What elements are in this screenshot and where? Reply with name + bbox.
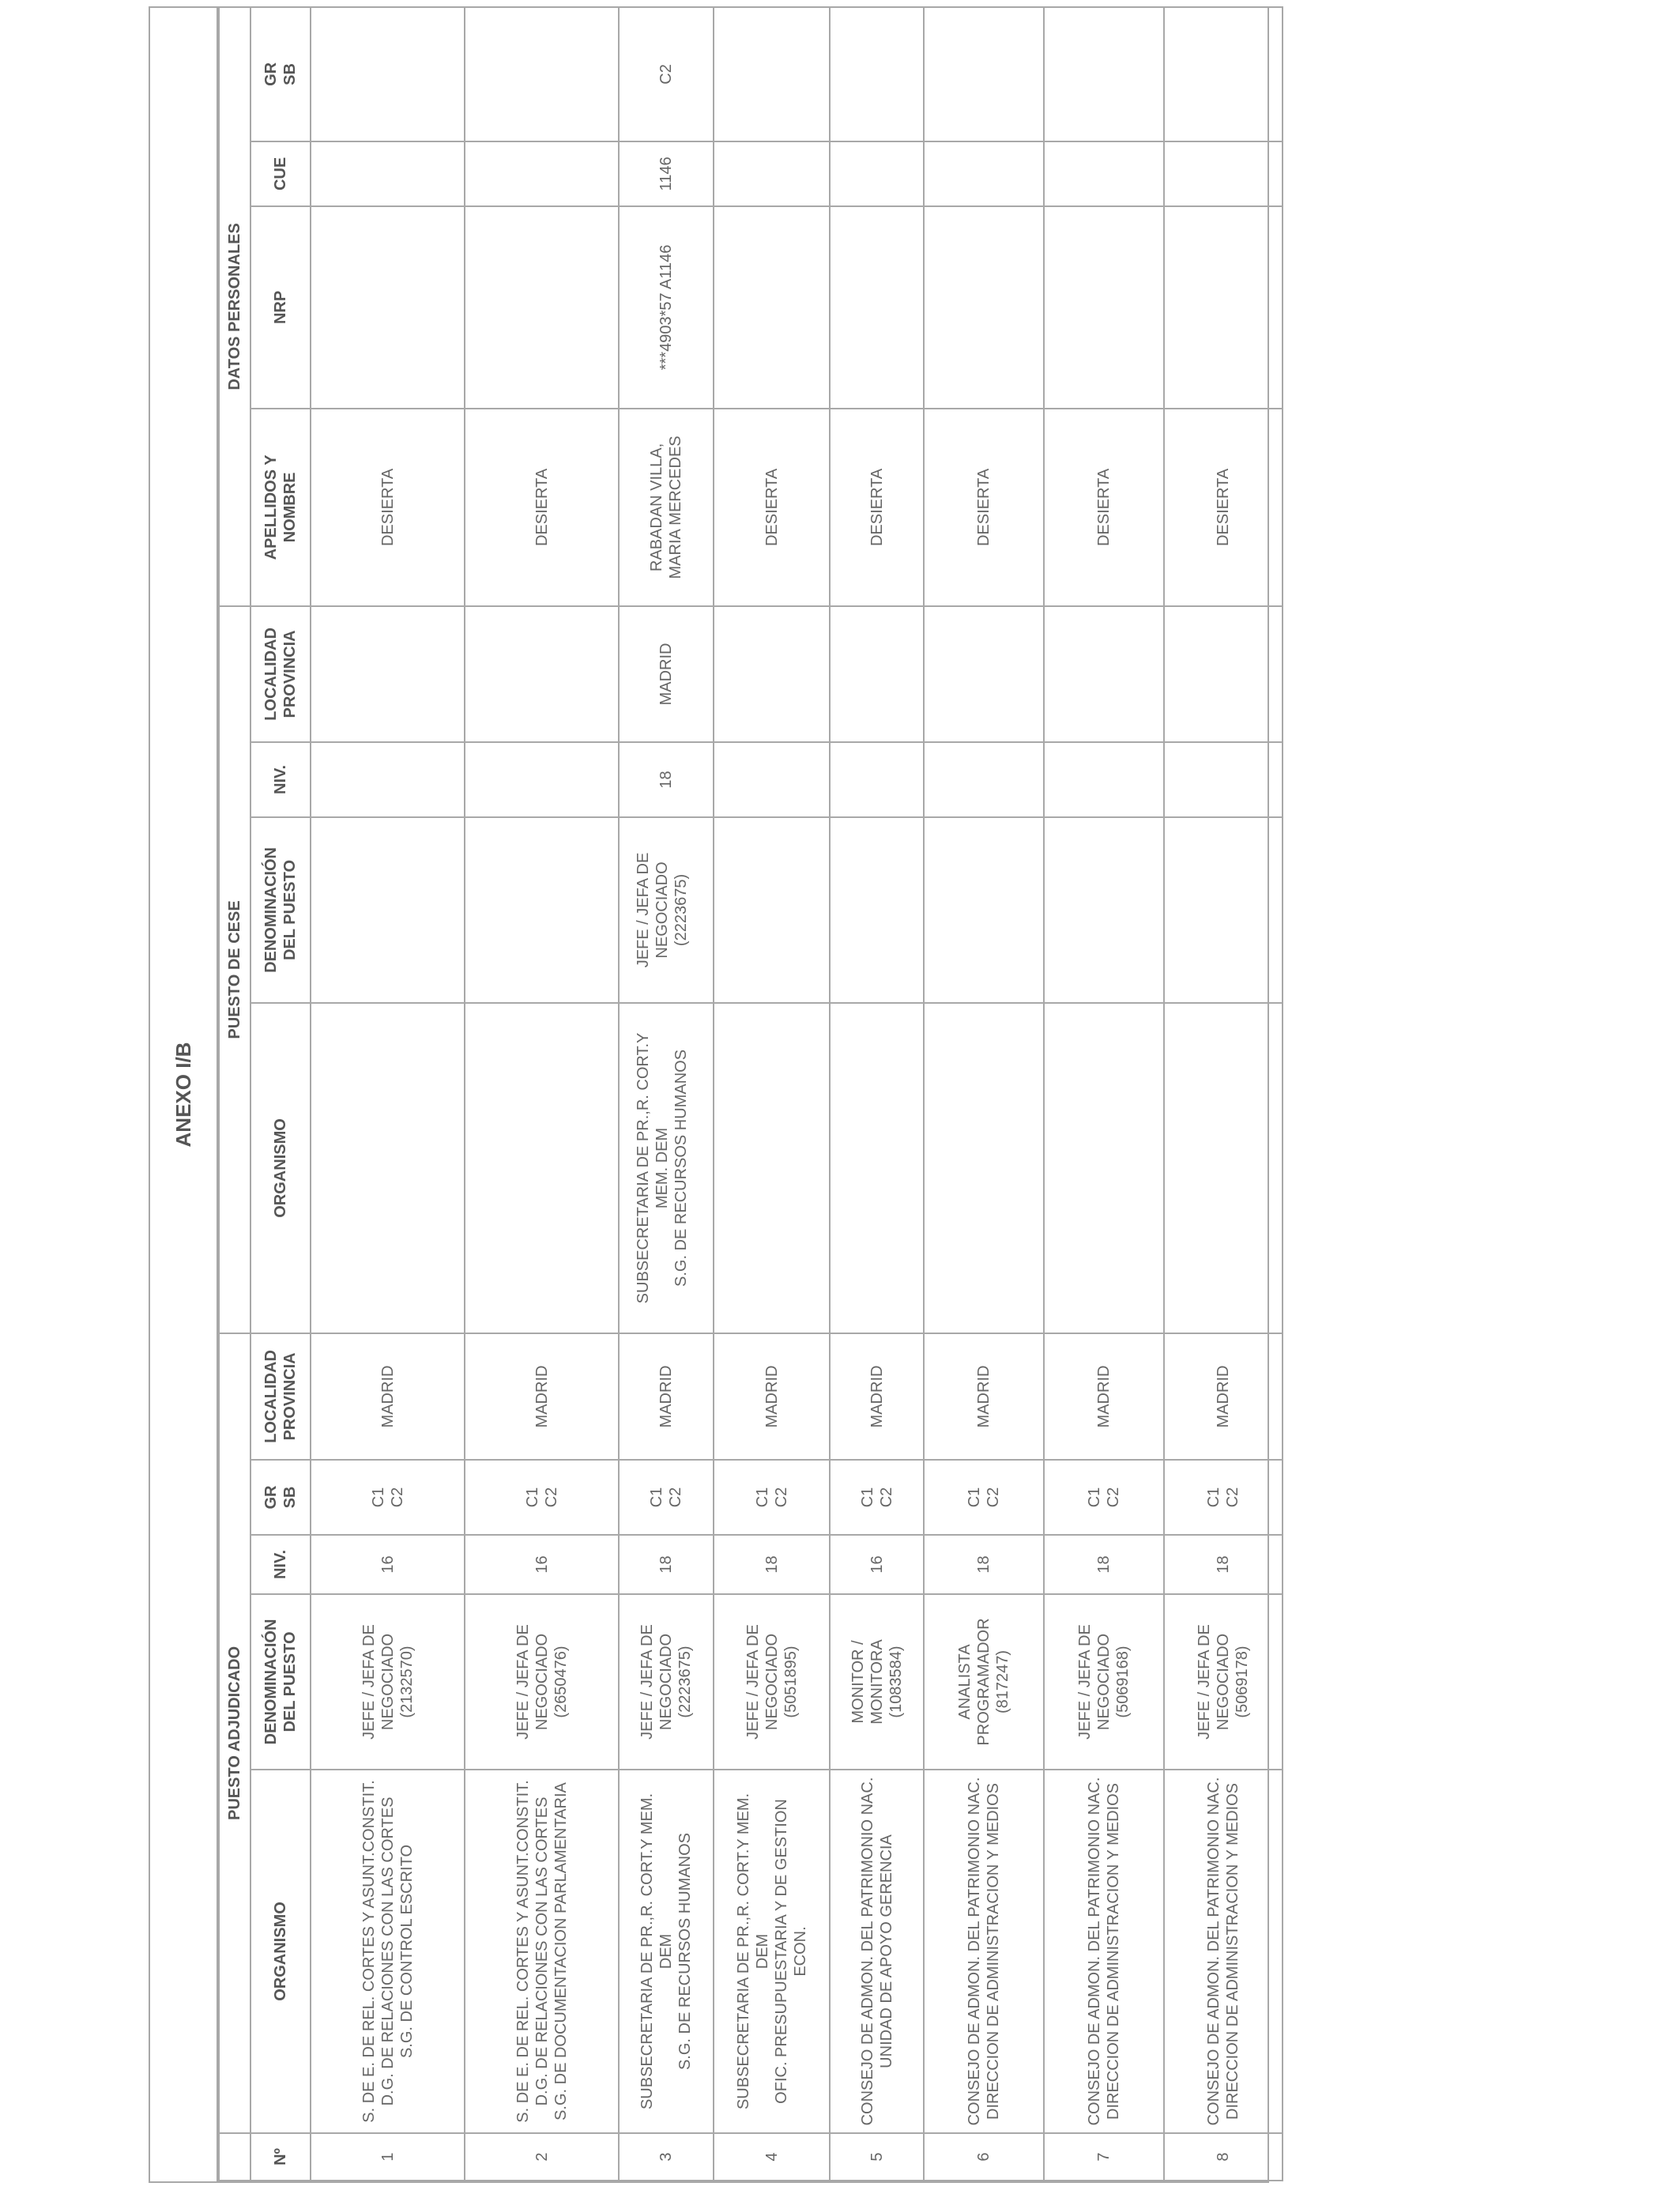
cell-cese-organismo (714, 1003, 830, 1333)
column-header-row (250, 7, 311, 2181)
cell-cese-localidad (714, 606, 830, 742)
cell-cese-localidad (830, 606, 924, 742)
cell-cese-denominacion (465, 817, 619, 1003)
table-row (1164, 7, 1283, 2181)
table-row (714, 7, 830, 2181)
cell-grsb: C1 C2 (619, 1460, 714, 1535)
cell-apellidos: DESIERTA (1164, 409, 1283, 606)
cell-pers-grsb (924, 7, 1044, 141)
table-row (830, 7, 924, 2181)
cell-apellidos: RABADAN VILLA, MARIA MERCEDES (619, 409, 714, 606)
cell-denominacion: ANALISTA PROGRAMADOR (817247) (924, 1594, 1044, 1770)
cell-organismo: SUBSECRETARIA DE PR.,R. CORT.Y MEM. DEM S.G. DE RECURSOS HUMANOS (619, 1770, 714, 2133)
cell-nrp (1044, 206, 1164, 409)
cell-nrp: ***4903*57 A1146 (619, 206, 714, 409)
cell-organismo: SUBSECRETARIA DE PR.,R. CORT.Y MEM. DEM OFIC. PRESUPUESTARIA Y DE GESTION ECON. (714, 1770, 830, 2133)
cell-num: 6 (924, 2133, 1044, 2181)
cell-cese-niv (465, 742, 619, 817)
cell-denominacion: JEFE / JEFA DE NEGOCIADO (2132570) (311, 1594, 465, 1770)
cell-cese-organismo (924, 1003, 1044, 1333)
cell-grsb: C1 C2 (714, 1460, 830, 1535)
cell-localidad: MADRID (830, 1333, 924, 1460)
cell-cese-localidad (465, 606, 619, 742)
cell-cue (1044, 141, 1164, 206)
cell-cese-niv: 18 (619, 742, 714, 817)
cell-grsb: C1 C2 (830, 1460, 924, 1535)
cell-denominacion: JEFE / JEFA DE NEGOCIADO (5069168) (1044, 1594, 1164, 1770)
cell-cese-niv (924, 742, 1044, 817)
cell-num: 1 (311, 2133, 465, 2181)
cell-cese-denominacion (924, 817, 1044, 1003)
cell-organismo: S. DE E. DE REL. CORTES Y ASUNT.CONSTIT. D.G. DE RELACIONES CON LAS CORTES S.G. DE DOCUMENTACION PARLAMENTARIA (465, 1770, 619, 2133)
col-header-cese-localidad: LOCALIDAD PROVINCIA (250, 606, 311, 742)
cell-organismo: CONSEJO DE ADMON. DEL PATRIMONIO NAC. UNIDAD DE APOYO GERENCIA (830, 1770, 924, 2133)
cell-apellidos: DESIERTA (1044, 409, 1164, 606)
cell-nrp (465, 206, 619, 409)
cell-cue: 1146 (619, 141, 714, 206)
cell-grsb: C1 C2 (1044, 1460, 1164, 1535)
cell-cese-localidad (311, 606, 465, 742)
cell-cese-organismo (311, 1003, 465, 1333)
cell-pers-grsb: C2 (619, 7, 714, 141)
cell-cese-localidad (1044, 606, 1164, 742)
cell-organismo: CONSEJO DE ADMON. DEL PATRIMONIO NAC. DIRECCION DE ADMINISTRACION Y MEDIOS (1044, 1770, 1164, 2133)
cell-cese-niv (311, 742, 465, 817)
cell-organismo: CONSEJO DE ADMON. DEL PATRIMONIO NAC. DIRECCION DE ADMINISTRACION Y MEDIOS (924, 1770, 1044, 2133)
cell-cue (1164, 141, 1283, 206)
page-frame (149, 6, 1269, 2183)
cell-num: 8 (1164, 2133, 1283, 2181)
cell-niv: 18 (714, 1535, 830, 1594)
col-header-cese-denominacion: DENOMINACIÓN DEL PUESTO (250, 817, 311, 1003)
cell-cese-niv (714, 742, 830, 817)
cell-cue (714, 141, 830, 206)
cell-cue (311, 141, 465, 206)
col-header-grsb: GR SB (250, 1460, 311, 1535)
cell-denominacion: JEFE / JEFA DE NEGOCIADO (2223675) (619, 1594, 714, 1770)
cell-niv: 16 (465, 1535, 619, 1594)
cell-cese-localidad (924, 606, 1044, 742)
group-puesto-cese: PUESTO DE CESE (219, 606, 250, 1333)
cell-localidad: MADRID (465, 1333, 619, 1460)
cell-niv: 18 (1044, 1535, 1164, 1594)
cell-nrp (1164, 206, 1283, 409)
col-header-nrp: NRP (250, 206, 311, 409)
cell-nrp (311, 206, 465, 409)
cell-cese-organismo (465, 1003, 619, 1333)
cell-cese-denominacion (830, 817, 924, 1003)
cell-localidad: MADRID (714, 1333, 830, 1460)
cell-denominacion: JEFE / JEFA DE NEGOCIADO (2650476) (465, 1594, 619, 1770)
col-header-denominacion: DENOMINACIÓN DEL PUESTO (250, 1594, 311, 1770)
cell-pers-grsb (1164, 7, 1283, 141)
cell-cese-niv (830, 742, 924, 817)
cell-apellidos: DESIERTA (714, 409, 830, 606)
cell-pers-grsb (311, 7, 465, 141)
table-row (465, 7, 619, 2181)
table-row (311, 7, 465, 2181)
cell-denominacion: MONITOR / MONITORA (1083584) (830, 1594, 924, 1770)
cell-cese-denominacion: JEFE / JEFA DE NEGOCIADO (2223675) (619, 817, 714, 1003)
cell-cese-denominacion (311, 817, 465, 1003)
col-header-cue: CUE (250, 141, 311, 206)
cell-cese-organismo (1164, 1003, 1283, 1333)
cell-localidad: MADRID (1164, 1333, 1283, 1460)
col-header-organismo: ORGANISMO (250, 1770, 311, 2133)
cell-grsb: C1 C2 (465, 1460, 619, 1535)
cell-cese-localidad: MADRID (619, 606, 714, 742)
page-title: ANEXO I/B (171, 1042, 195, 1148)
cell-apellidos: DESIERTA (830, 409, 924, 606)
group-datos-personales: DATOS PERSONALES (219, 7, 250, 606)
cell-grsb: C1 C2 (924, 1460, 1044, 1535)
anexo-table (218, 6, 1283, 2181)
cell-cese-organismo (1044, 1003, 1164, 1333)
col-header-pers-grsb: GR SB (250, 7, 311, 141)
cell-num: 4 (714, 2133, 830, 2181)
col-header-apellidos: APELLIDOS Y NOMBRE (250, 409, 311, 606)
cell-pers-grsb (830, 7, 924, 141)
group-header-row (219, 7, 250, 2181)
group-puesto-adjudicado: PUESTO ADJUDICADO (219, 1333, 250, 2133)
table-row (1044, 7, 1164, 2181)
cell-organismo: CONSEJO DE ADMON. DEL PATRIMONIO NAC. DIRECCION DE ADMINISTRACION Y MEDIOS (1164, 1770, 1283, 2133)
cell-cese-niv (1164, 742, 1283, 817)
cell-cese-denominacion (1164, 817, 1283, 1003)
table-row (924, 7, 1044, 2181)
cell-cese-organismo (830, 1003, 924, 1333)
cell-denominacion: JEFE / JEFA DE NEGOCIADO (5069178) (1164, 1594, 1283, 1770)
cell-num: 3 (619, 2133, 714, 2181)
cell-nrp (714, 206, 830, 409)
cell-apellidos: DESIERTA (311, 409, 465, 606)
col-header-num: Nº (250, 2133, 311, 2181)
cell-cese-denominacion (714, 817, 830, 1003)
cell-localidad: MADRID (924, 1333, 1044, 1460)
cell-grsb: C1 C2 (311, 1460, 465, 1535)
cell-organismo: S. DE E. DE REL. CORTES Y ASUNT.CONSTIT. D.G. DE RELACIONES CON LAS CORTES S.G. DE CONTROL ESCRITO (311, 1770, 465, 2133)
cell-localidad: MADRID (619, 1333, 714, 1460)
cell-pers-grsb (465, 7, 619, 141)
cell-cese-niv (1044, 742, 1164, 817)
title-band (150, 8, 218, 2181)
cell-niv: 16 (830, 1535, 924, 1594)
cell-niv: 18 (1164, 1535, 1283, 1594)
cell-denominacion: JEFE / JEFA DE NEGOCIADO (5051895) (714, 1594, 830, 1770)
cell-nrp (830, 206, 924, 409)
cell-cese-denominacion (1044, 817, 1164, 1003)
cell-cue (924, 141, 1044, 206)
cell-apellidos: DESIERTA (465, 409, 619, 606)
cell-num: 5 (830, 2133, 924, 2181)
cell-num: 7 (1044, 2133, 1164, 2181)
col-header-localidad: LOCALIDAD PROVINCIA (250, 1333, 311, 1460)
cell-localidad: MADRID (311, 1333, 465, 1460)
cell-cue (830, 141, 924, 206)
cell-apellidos: DESIERTA (924, 409, 1044, 606)
cell-cese-localidad (1164, 606, 1283, 742)
col-header-niv: NIV. (250, 1535, 311, 1594)
corner-cell (219, 2133, 250, 2181)
cell-pers-grsb (1044, 7, 1164, 141)
cell-pers-grsb (714, 7, 830, 141)
cell-niv: 16 (311, 1535, 465, 1594)
table-row (619, 7, 714, 2181)
cell-num: 2 (465, 2133, 619, 2181)
col-header-cese-organismo: ORGANISMO (250, 1003, 311, 1333)
cell-nrp (924, 206, 1044, 409)
cell-localidad: MADRID (1044, 1333, 1164, 1460)
cell-cue (465, 141, 619, 206)
rotated-table-sheet (150, 8, 1268, 2181)
cell-niv: 18 (619, 1535, 714, 1594)
cell-niv: 18 (924, 1535, 1044, 1594)
col-header-cese-niv: NIV. (250, 742, 311, 817)
cell-cese-organismo: SUBSECRETARIA DE PR.,R. CORT.Y MEM. DEM S.G. DE RECURSOS HUMANOS (619, 1003, 714, 1333)
cell-grsb: C1 C2 (1164, 1460, 1283, 1535)
